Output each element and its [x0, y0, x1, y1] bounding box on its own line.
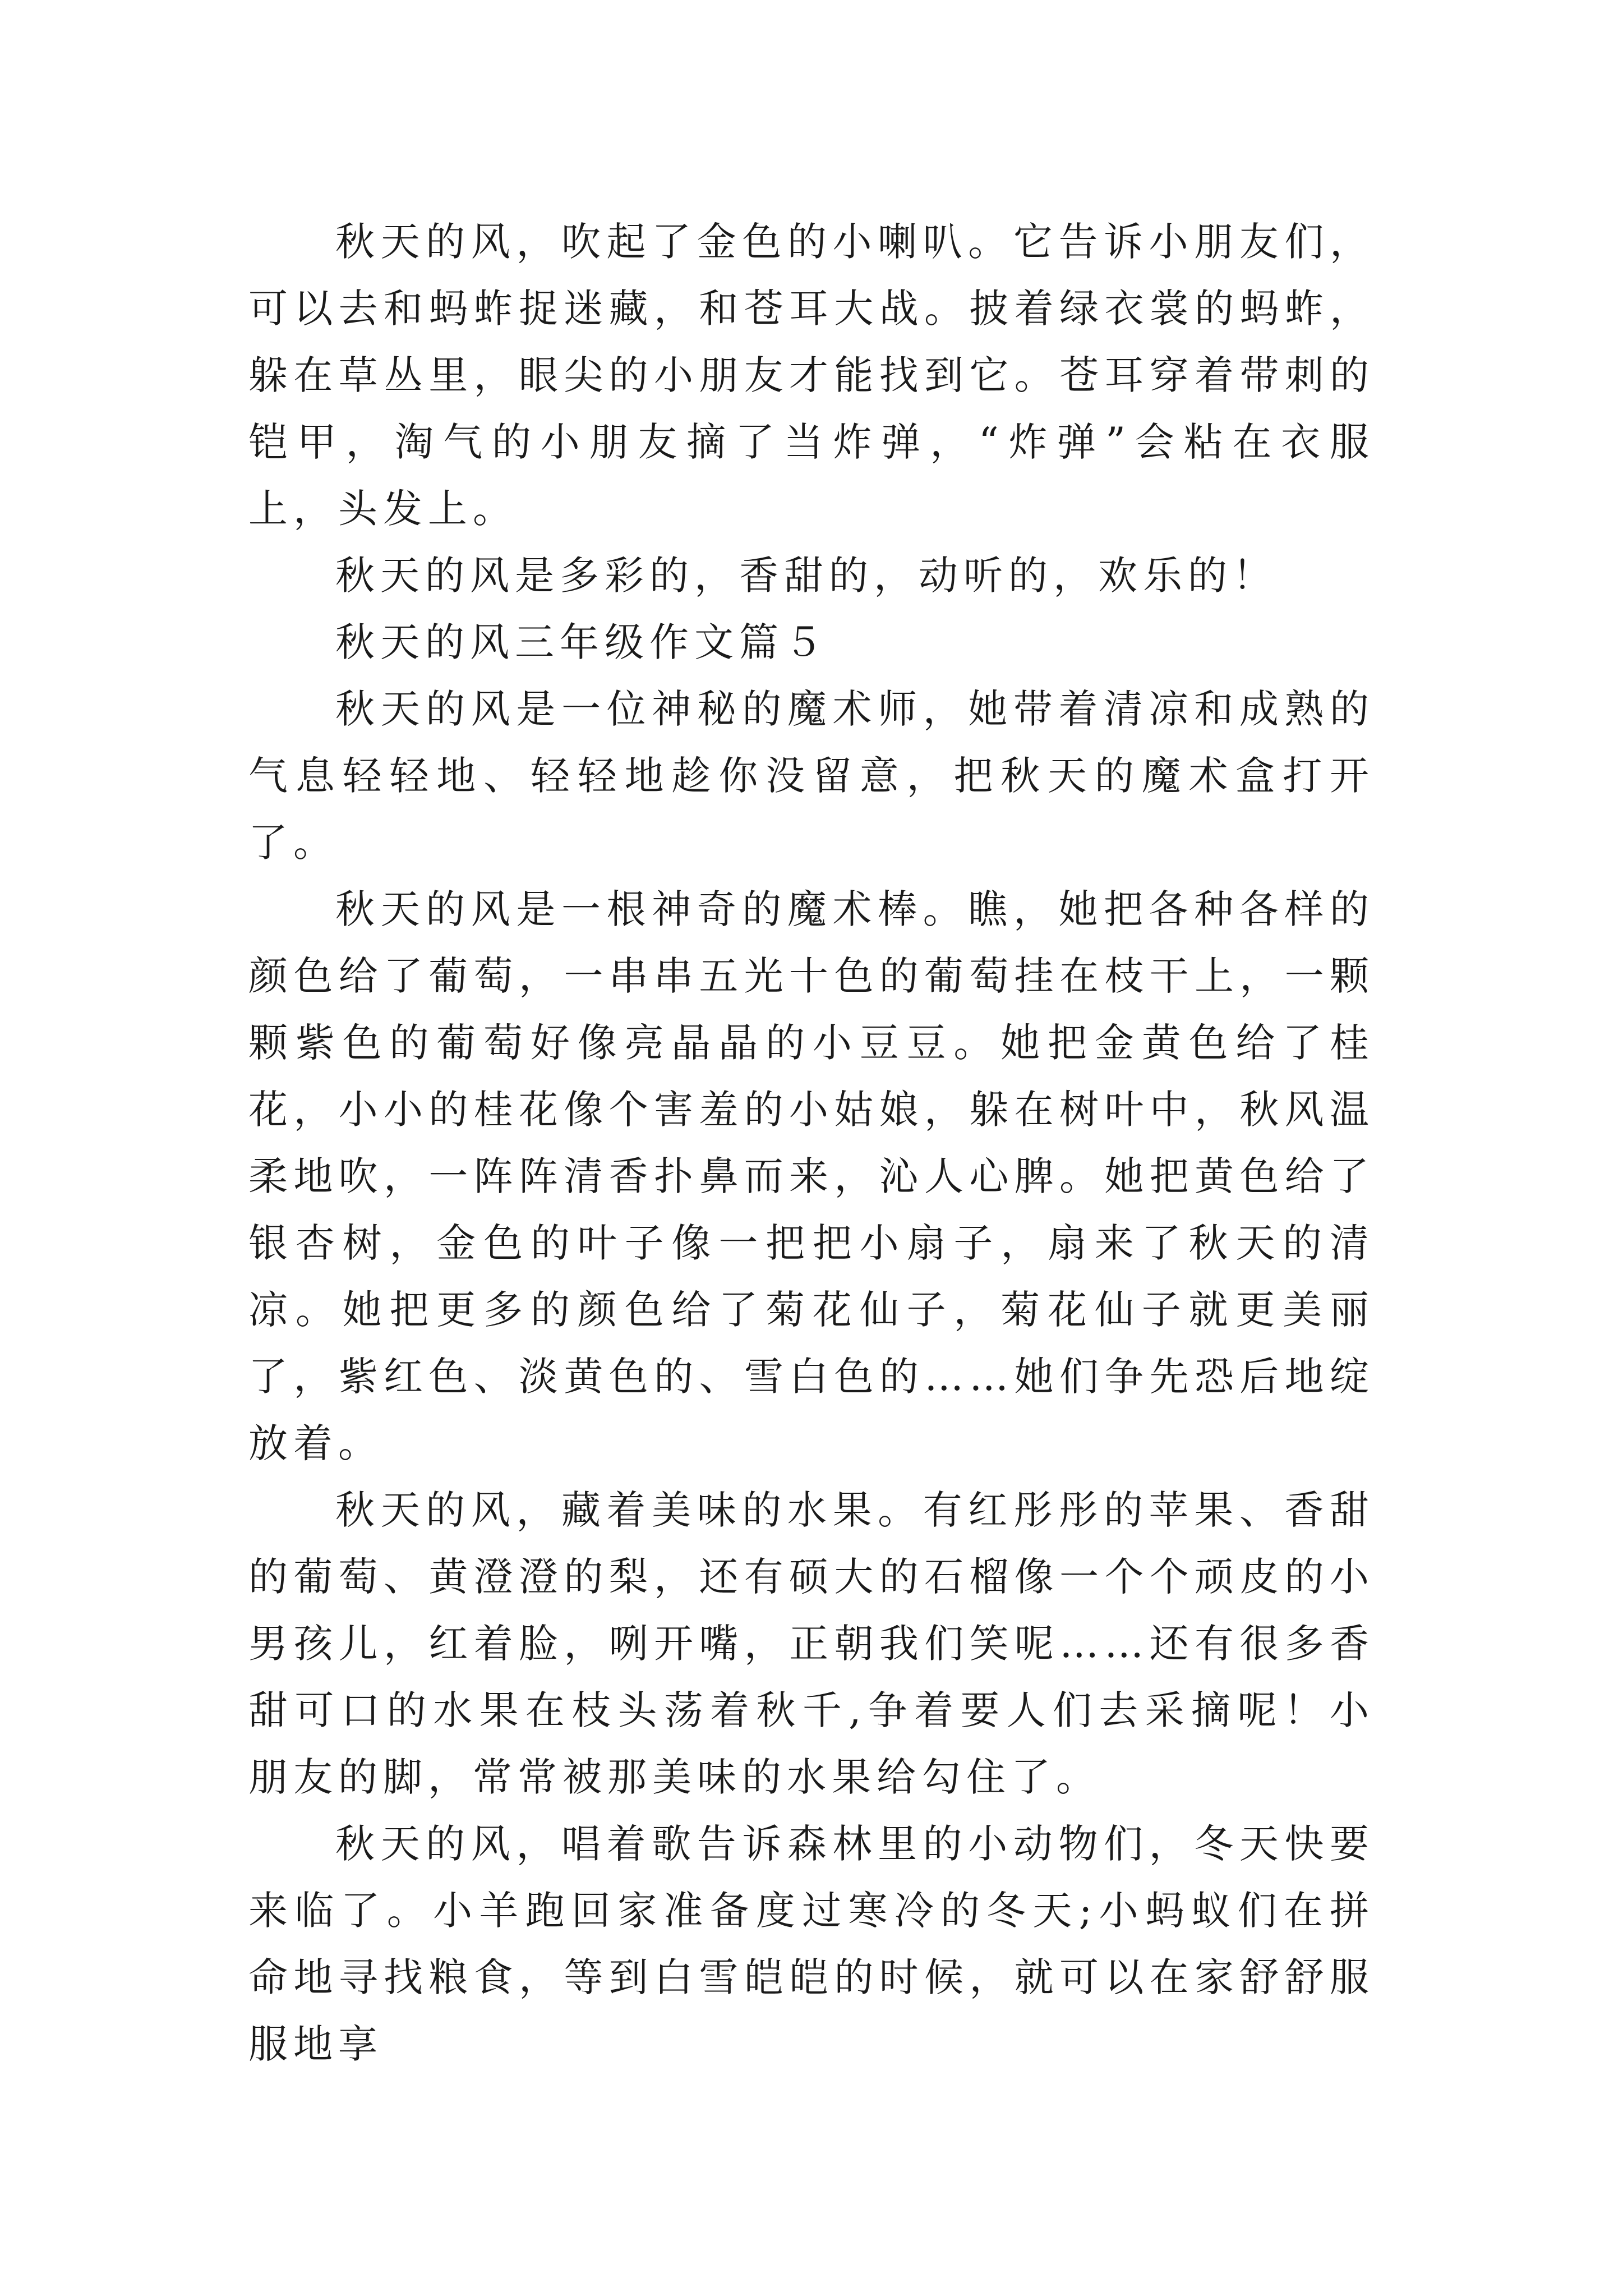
- essay-heading: 秋天的风三年级作文篇５: [335, 619, 829, 665]
- paragraph-autumn-wind-colorful: 秋天的风是多彩的，香甜的，动听的，欢乐的！: [335, 553, 1278, 599]
- paragraph-magician: 秋天的风是一位神秘的魔术师，她带着清凉和成熟的气息轻轻地、轻轻地趁你没留意，把秋天的魔术盒打开了。: [248, 686, 1375, 866]
- paragraph-fruits: 秋天的风，藏着美味的水果。有红彤彤的苹果、香甜的葡萄、黄澄澄的梨，还有硕大的石榴像一个个顽皮的小男孩儿，红着脸，咧开嘴，正朝我们笑呢……还有很多香甜可口的水果在枝头荡着秋千,争着要人们去采摘呢！小朋友的脚，常常被那美味的水果给勾住了。: [248, 1487, 1375, 1800]
- article-body: [248, 209, 1375, 2078]
- paragraph-autumn-wind-trumpet: 秋天的风，吹起了金色的小喇叭。它告诉小朋友们，可以去和蚂蚱捉迷藏，和苍耳大战。披着绿衣裳的蚂蚱，躲在草丛里，眼尖的小朋友才能找到它。苍耳穿着带刺的铠甲，淘气的小朋友摘了当炸弹，“炸弹”会粘在衣服上，头发上。: [248, 219, 1375, 532]
- paragraph-magic-wand: 秋天的风是一根神奇的魔术棒。瞧，她把各种各样的颜色给了葡萄，一串串五光十色的葡萄挂在枝干上，一颗颗紫色的葡萄好像亮晶晶的小豆豆。她把金黄色给了桂花，小小的桂花像个害羞的小姑娘，躲在树叶中，秋风温柔地吹，一阵阵清香扑鼻而来，沁人心脾。她把黄色给了银杏树，金色的叶子像一把把小扇子，扇来了秋天的清凉。她把更多的颜色给了菊花仙子，菊花仙子就更美丽了，紫红色、淡黄色的、雪白色的……她们争先恐后地绽放着。: [248, 886, 1375, 1466]
- paragraph-winter-coming: 秋天的风，唱着歌告诉森林里的小动物们，冬天快要来临了。小羊跑回家准备度过寒冷的冬天;小蚂蚁们在拼命地寻找粮食，等到白雪皑皑的时候，就可以在家舒舒服服地享: [248, 1821, 1375, 2067]
